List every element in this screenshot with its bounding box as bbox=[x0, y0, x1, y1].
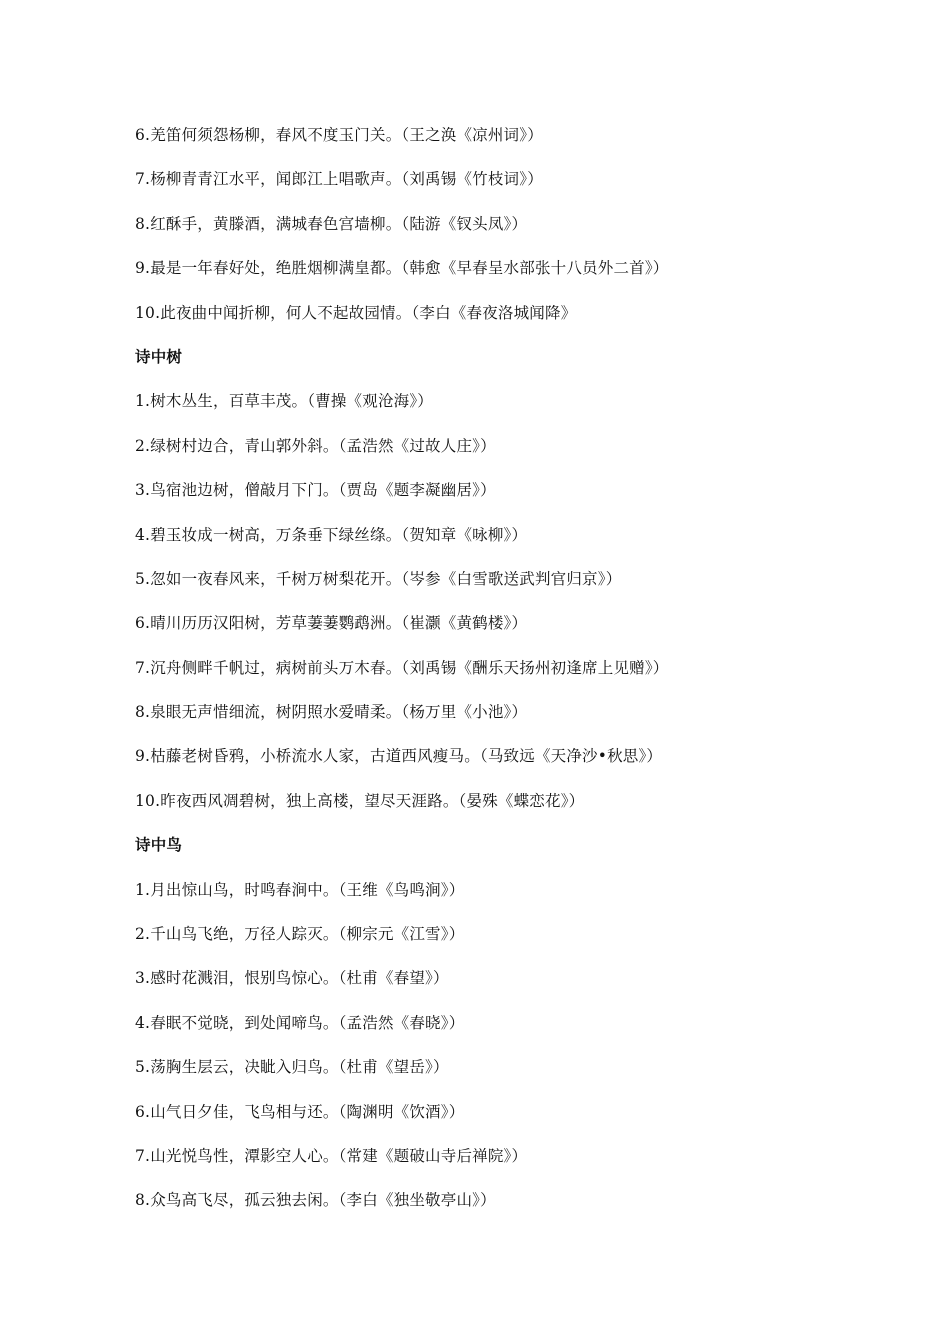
poem-line: 4.碧玉妆成一树高，万条垂下绿丝绦。（贺知章《咏柳》） bbox=[135, 525, 528, 544]
poem-line: 10.此夜曲中闻折柳，何人不起故园情。（李白《春夜洛城闻降》 bbox=[135, 303, 577, 322]
poem-line: 7.沉舟侧畔千帆过，病树前头万木春。（刘禹锡《酬乐天扬州初逢席上见赠》） bbox=[135, 658, 669, 677]
poem-line: 8.泉眼无声惜细流，树阴照水爱晴柔。（杨万里《小池》） bbox=[135, 703, 528, 722]
poem-line: 4.春眠不觉晓，到处闻啼鸟。（孟浩然《春晓》） bbox=[135, 1013, 465, 1032]
poem-line: 6.山气日夕佳，飞鸟相与还。（陶渊明《饮酒》） bbox=[135, 1102, 465, 1121]
poem-line: 5.忽如一夜春风来，千树万树梨花开。（岑参《白雪歌送武判官归京》） bbox=[135, 569, 622, 588]
poem-line: 8.红酥手，黄滕酒，满城春色宫墙柳。（陆游《钗头凤》） bbox=[135, 214, 528, 233]
poem-line: 7.杨柳青青江水平，闻郎江上唱歌声。（刘禹锡《竹枝词》） bbox=[135, 170, 543, 189]
poem-line: 1.树木丛生，百草丰茂。（曹操《观沧海》） bbox=[135, 392, 433, 411]
section-heading-trees: 诗中树 bbox=[135, 347, 183, 366]
poem-line: 6.羌笛何须怨杨柳，春风不度玉门关。（王之涣《凉州词》） bbox=[135, 126, 543, 144]
poem-line: 2.绿树村边合，青山郭外斜。（孟浩然《过故人庄》） bbox=[135, 436, 496, 455]
poem-line: 3.感时花溅泪，恨别鸟惊心。（杜甫《春望》） bbox=[135, 969, 449, 988]
poem-line: 6.晴川历历汉阳树，芳草萋萋鹦鹉洲。（崔灏《黄鹤楼》） bbox=[135, 614, 528, 633]
birds-section bbox=[135, 834, 915, 1211]
poem-line: 9.枯藤老树昏鸦，小桥流水人家，古道西风瘦马。（马致远《天净沙•秋思》） bbox=[135, 747, 663, 766]
document-page bbox=[135, 124, 915, 1234]
poem-line: 2.千山鸟飞绝，万径人踪灭。（柳宗元《江雪》） bbox=[135, 925, 465, 944]
trees-section bbox=[135, 346, 915, 812]
poem-line: 3.鸟宿池边树，僧敲月下门。（贾岛《题李凝幽居》） bbox=[135, 481, 496, 500]
poem-line: 7.山光悦鸟性，潭影空人心。（常建《题破山寺后禅院》） bbox=[135, 1146, 528, 1165]
poem-line: 8.众鸟高飞尽，孤云独去闲。（李白《独坐敬亭山》） bbox=[135, 1191, 496, 1210]
poem-line: 9.最是一年春好处，绝胜烟柳满皇都。（韩愈《早春呈水部张十八员外二首》） bbox=[135, 259, 669, 278]
poem-line: 10.昨夜西风凋碧树，独上高楼，望尽天涯路。（晏殊《蝶恋花》） bbox=[135, 791, 585, 810]
poem-line: 5.荡胸生层云，决眦入归鸟。（杜甫《望岳》） bbox=[135, 1058, 449, 1077]
willow-section bbox=[135, 124, 915, 324]
poem-line: 1.月出惊山鸟，时鸣春涧中。（王维《鸟鸣涧》） bbox=[135, 880, 465, 899]
section-heading-birds: 诗中鸟 bbox=[135, 836, 183, 855]
